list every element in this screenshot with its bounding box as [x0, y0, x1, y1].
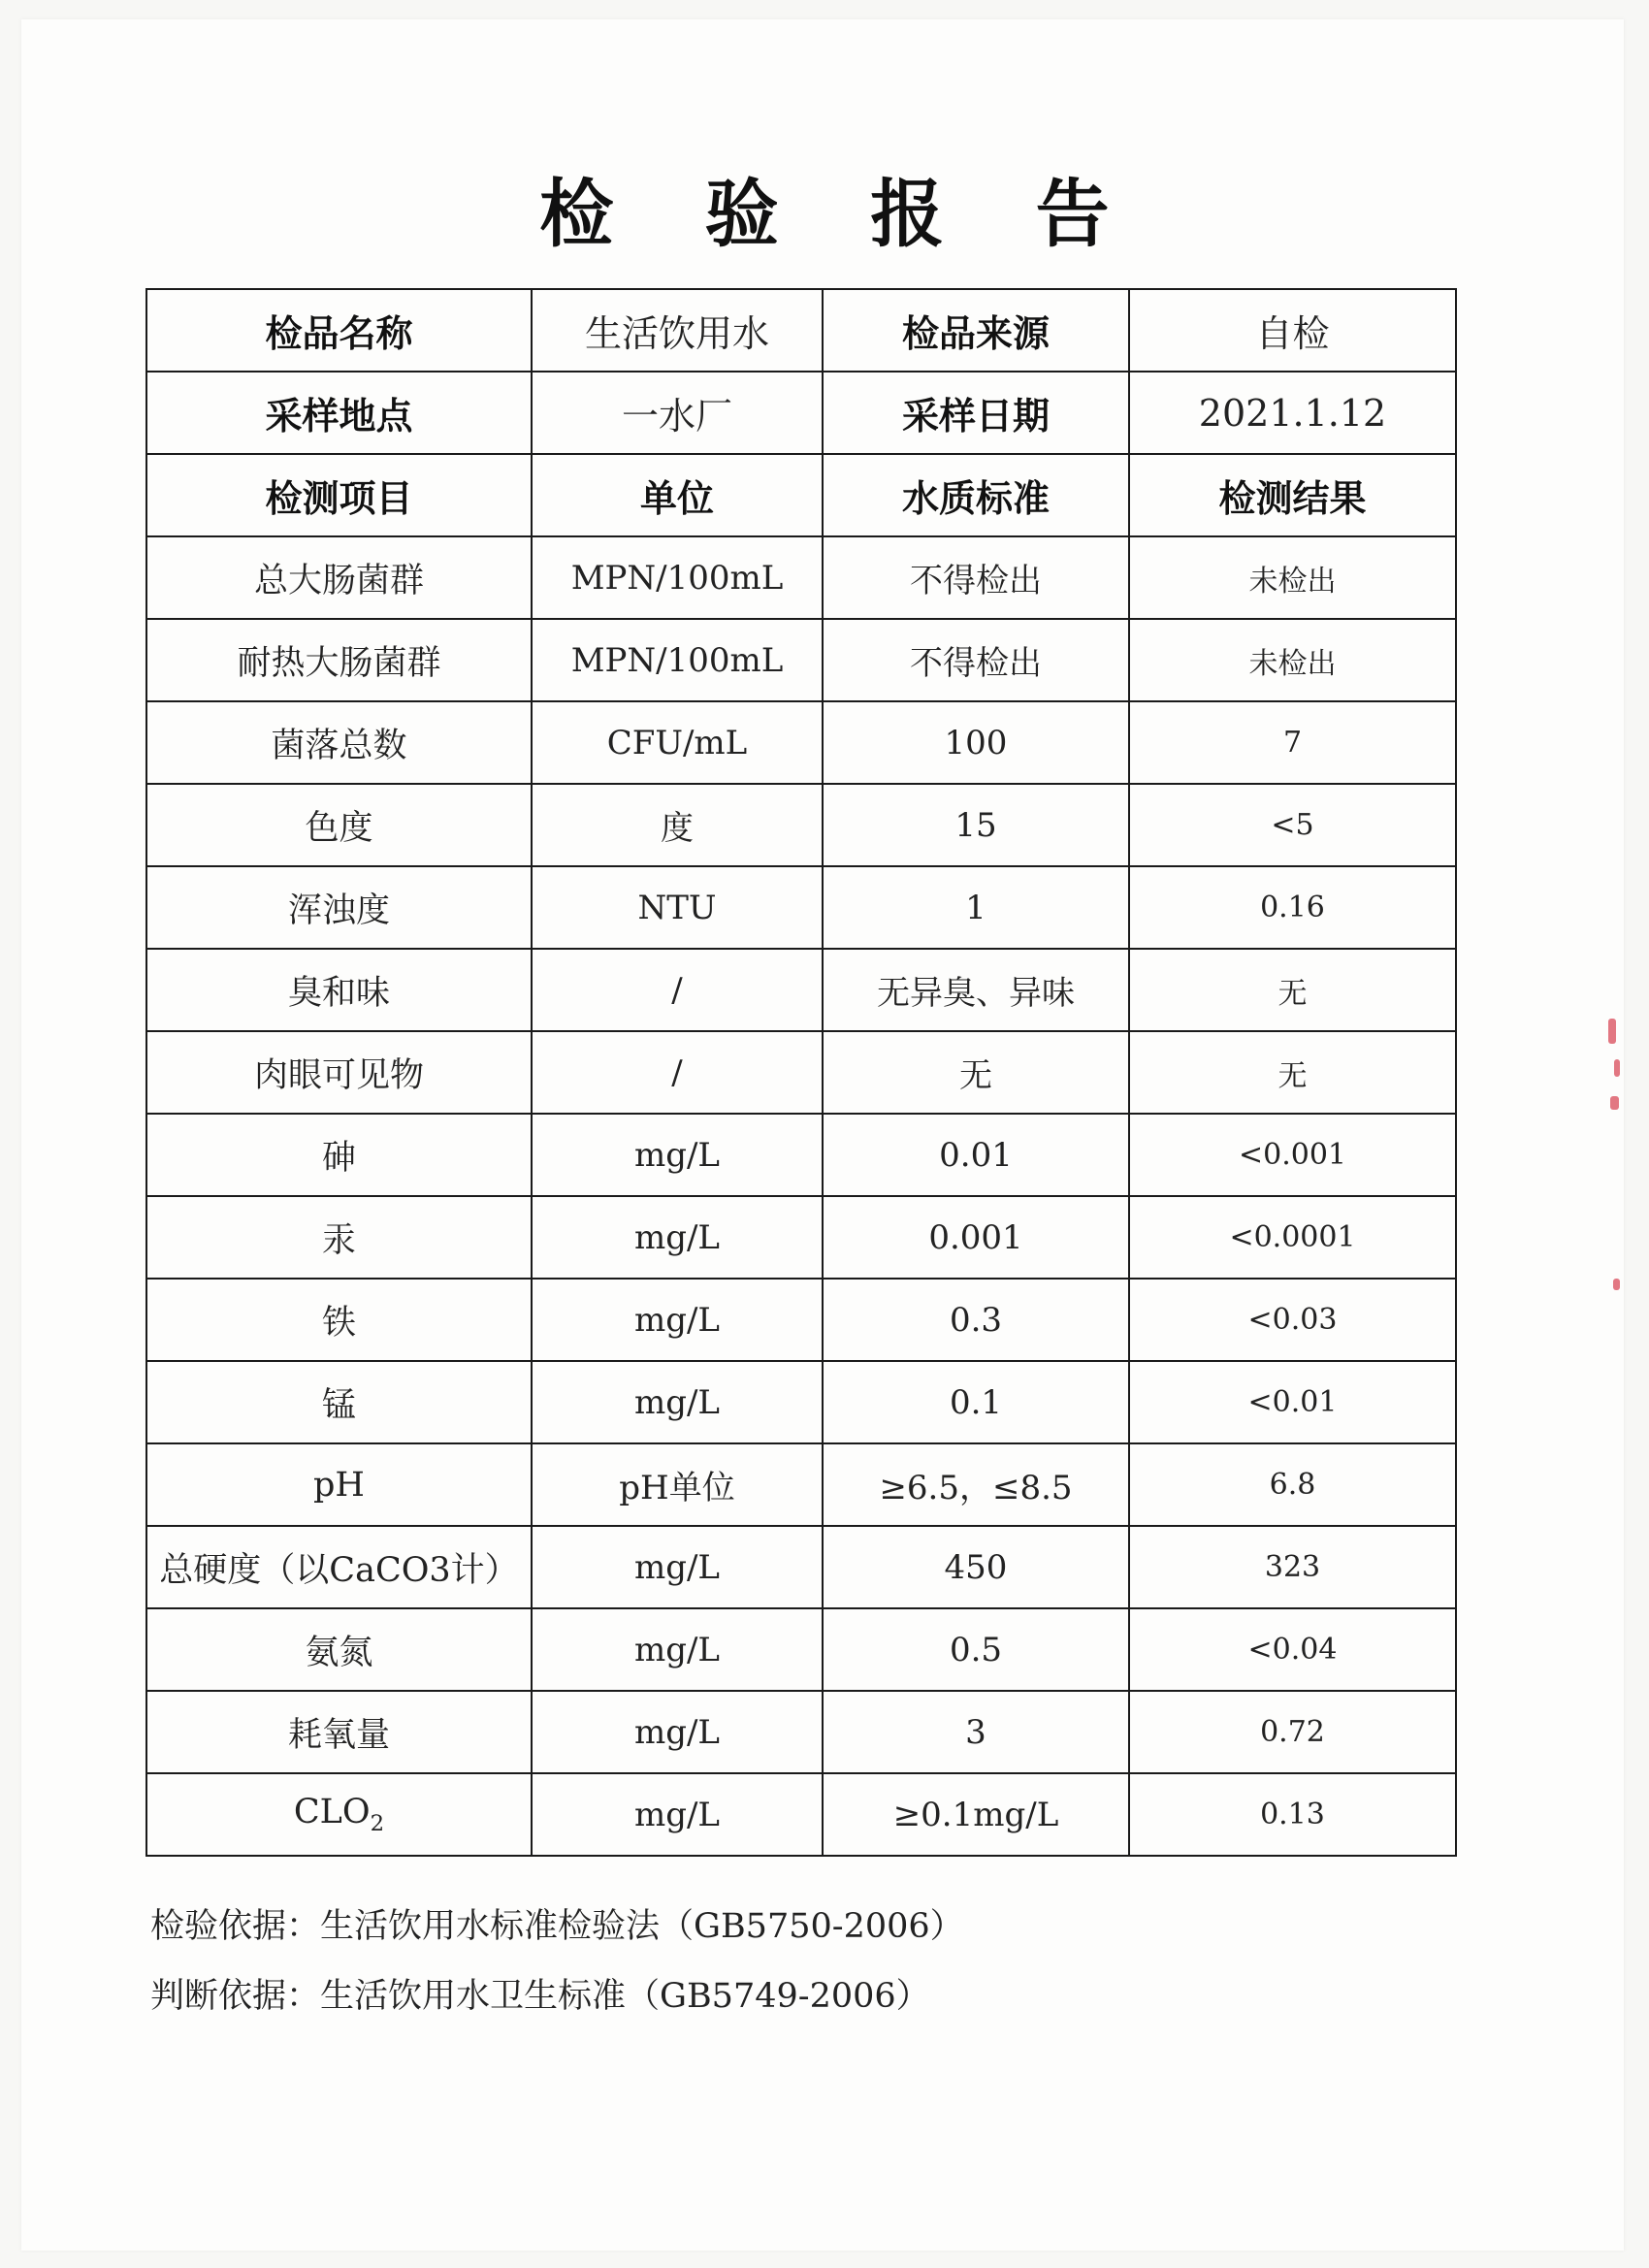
- column-header-unit: 单位: [532, 454, 823, 536]
- report-title: 检 验 报 告: [539, 171, 1143, 257]
- inspection-basis: 检验依据：生活饮用水标准检验法（GB5750-2006）: [150, 1907, 964, 1946]
- table-row: [146, 1526, 1456, 1608]
- cell-result: 未检出: [1129, 619, 1456, 701]
- cell-result: 323: [1129, 1526, 1456, 1608]
- cell-item: 耗氧量: [146, 1691, 532, 1773]
- cell-unit: mg/L: [532, 1114, 823, 1196]
- stamp-fragment: [1608, 1019, 1616, 1044]
- cell-standard: 3: [823, 1691, 1129, 1773]
- cell-standard: 0.001: [823, 1196, 1129, 1279]
- cell-item: 氨氮: [146, 1608, 532, 1691]
- header-row-sampling: [146, 372, 1456, 454]
- cell-unit: mg/L: [532, 1279, 823, 1361]
- stamp-fragment: [1614, 1059, 1620, 1077]
- label-sampling-date: 采样日期: [823, 372, 1129, 454]
- cell-item: 色度: [146, 784, 532, 866]
- cell-result: <0.01: [1129, 1361, 1456, 1443]
- cell-item: 肉眼可见物: [146, 1031, 532, 1114]
- table-row: [146, 866, 1456, 949]
- cell-unit: /: [532, 949, 823, 1031]
- table-row: [146, 784, 1456, 866]
- table-row: [146, 1196, 1456, 1279]
- cell-result: <0.04: [1129, 1608, 1456, 1691]
- cell-standard: 不得检出: [823, 619, 1129, 701]
- cell-unit: mg/L: [532, 1691, 823, 1773]
- value-sample-source: 自检: [1129, 289, 1456, 372]
- cell-item: 总硬度（以CaCO3计）: [146, 1526, 532, 1608]
- cell-result: 0.72: [1129, 1691, 1456, 1773]
- cell-standard: 无: [823, 1031, 1129, 1114]
- cell-standard: 0.5: [823, 1608, 1129, 1691]
- cell-result: 0.13: [1129, 1773, 1456, 1856]
- cell-item: 锰: [146, 1361, 532, 1443]
- cell-standard: 450: [823, 1526, 1129, 1608]
- cell-standard: 0.3: [823, 1279, 1129, 1361]
- value-sample-name: 生活饮用水: [532, 289, 823, 372]
- cell-result: <0.001: [1129, 1114, 1456, 1196]
- cell-standard: 100: [823, 701, 1129, 784]
- label-sampling-location: 采样地点: [146, 372, 532, 454]
- cell-item: 菌落总数: [146, 701, 532, 784]
- table-row: [146, 1361, 1456, 1443]
- value-sampling-location: 一水厂: [532, 372, 823, 454]
- column-header-item: 检测项目: [146, 454, 532, 536]
- cell-unit: mg/L: [532, 1608, 823, 1691]
- cell-item: 浑浊度: [146, 866, 532, 949]
- value-sampling-date: 2021.1.12: [1129, 372, 1456, 454]
- table-row: [146, 619, 1456, 701]
- cell-standard: 0.1: [823, 1361, 1129, 1443]
- cell-unit: CFU/mL: [532, 701, 823, 784]
- cell-item: 总大肠菌群: [146, 536, 532, 619]
- cell-standard: 15: [823, 784, 1129, 866]
- column-header-result: 检测结果: [1129, 454, 1456, 536]
- cell-unit: MPN/100mL: [532, 619, 823, 701]
- clo2-main-text: CLO: [293, 1793, 371, 1832]
- table-row: [146, 1279, 1456, 1361]
- cell-item: 臭和味: [146, 949, 532, 1031]
- cell-unit: 度: [532, 784, 823, 866]
- cell-standard: 0.01: [823, 1114, 1129, 1196]
- cell-unit: mg/L: [532, 1196, 823, 1279]
- cell-item: 铁: [146, 1279, 532, 1361]
- cell-unit: mg/L: [532, 1773, 823, 1856]
- judgement-basis: 判断依据：生活饮用水卫生标准（GB5749-2006）: [150, 1977, 930, 2016]
- column-header-standard: 水质标准: [823, 454, 1129, 536]
- cell-unit: mg/L: [532, 1526, 823, 1608]
- cell-standard: 无异臭、异味: [823, 949, 1129, 1031]
- cell-item: pH: [146, 1443, 532, 1526]
- stamp-fragment: [1613, 1279, 1620, 1290]
- cell-result: <5: [1129, 784, 1456, 866]
- table-row: [146, 1608, 1456, 1691]
- cell-result: 0.16: [1129, 866, 1456, 949]
- cell-unit: NTU: [532, 866, 823, 949]
- table-row: [146, 1114, 1456, 1196]
- cell-result: 无: [1129, 1031, 1456, 1114]
- clo2-subscript: 2: [370, 1810, 385, 1836]
- cell-standard: ≥6.5，≤8.5: [823, 1443, 1129, 1526]
- cell-result: 7: [1129, 701, 1456, 784]
- cell-result: <0.0001: [1129, 1196, 1456, 1279]
- cell-item: 耐热大肠菌群: [146, 619, 532, 701]
- cell-standard: 不得检出: [823, 536, 1129, 619]
- inspection-table: [146, 288, 1457, 1857]
- stamp-fragment: [1610, 1096, 1619, 1110]
- label-sample-source: 检品来源: [823, 289, 1129, 372]
- cell-result: 未检出: [1129, 536, 1456, 619]
- table-row: [146, 1031, 1456, 1114]
- table-row: [146, 1773, 1456, 1856]
- cell-unit: /: [532, 1031, 823, 1114]
- cell-item: 砷: [146, 1114, 532, 1196]
- cell-unit: MPN/100mL: [532, 536, 823, 619]
- column-header-row: [146, 454, 1456, 536]
- cell-unit: pH单位: [532, 1443, 823, 1526]
- table-row: [146, 1443, 1456, 1526]
- header-row-sample-name: [146, 289, 1456, 372]
- table-row: [146, 1691, 1456, 1773]
- cell-unit: mg/L: [532, 1361, 823, 1443]
- table-row: [146, 536, 1456, 619]
- table-row: [146, 701, 1456, 784]
- cell-item-clo2: [146, 1773, 532, 1856]
- cell-result: <0.03: [1129, 1279, 1456, 1361]
- cell-standard: ≥0.1mg/L: [823, 1773, 1129, 1856]
- cell-item: 汞: [146, 1196, 532, 1279]
- label-sample-name: 检品名称: [146, 289, 532, 372]
- table-row: [146, 949, 1456, 1031]
- cell-standard: 1: [823, 866, 1129, 949]
- cell-result: 无: [1129, 949, 1456, 1031]
- cell-result: 6.8: [1129, 1443, 1456, 1526]
